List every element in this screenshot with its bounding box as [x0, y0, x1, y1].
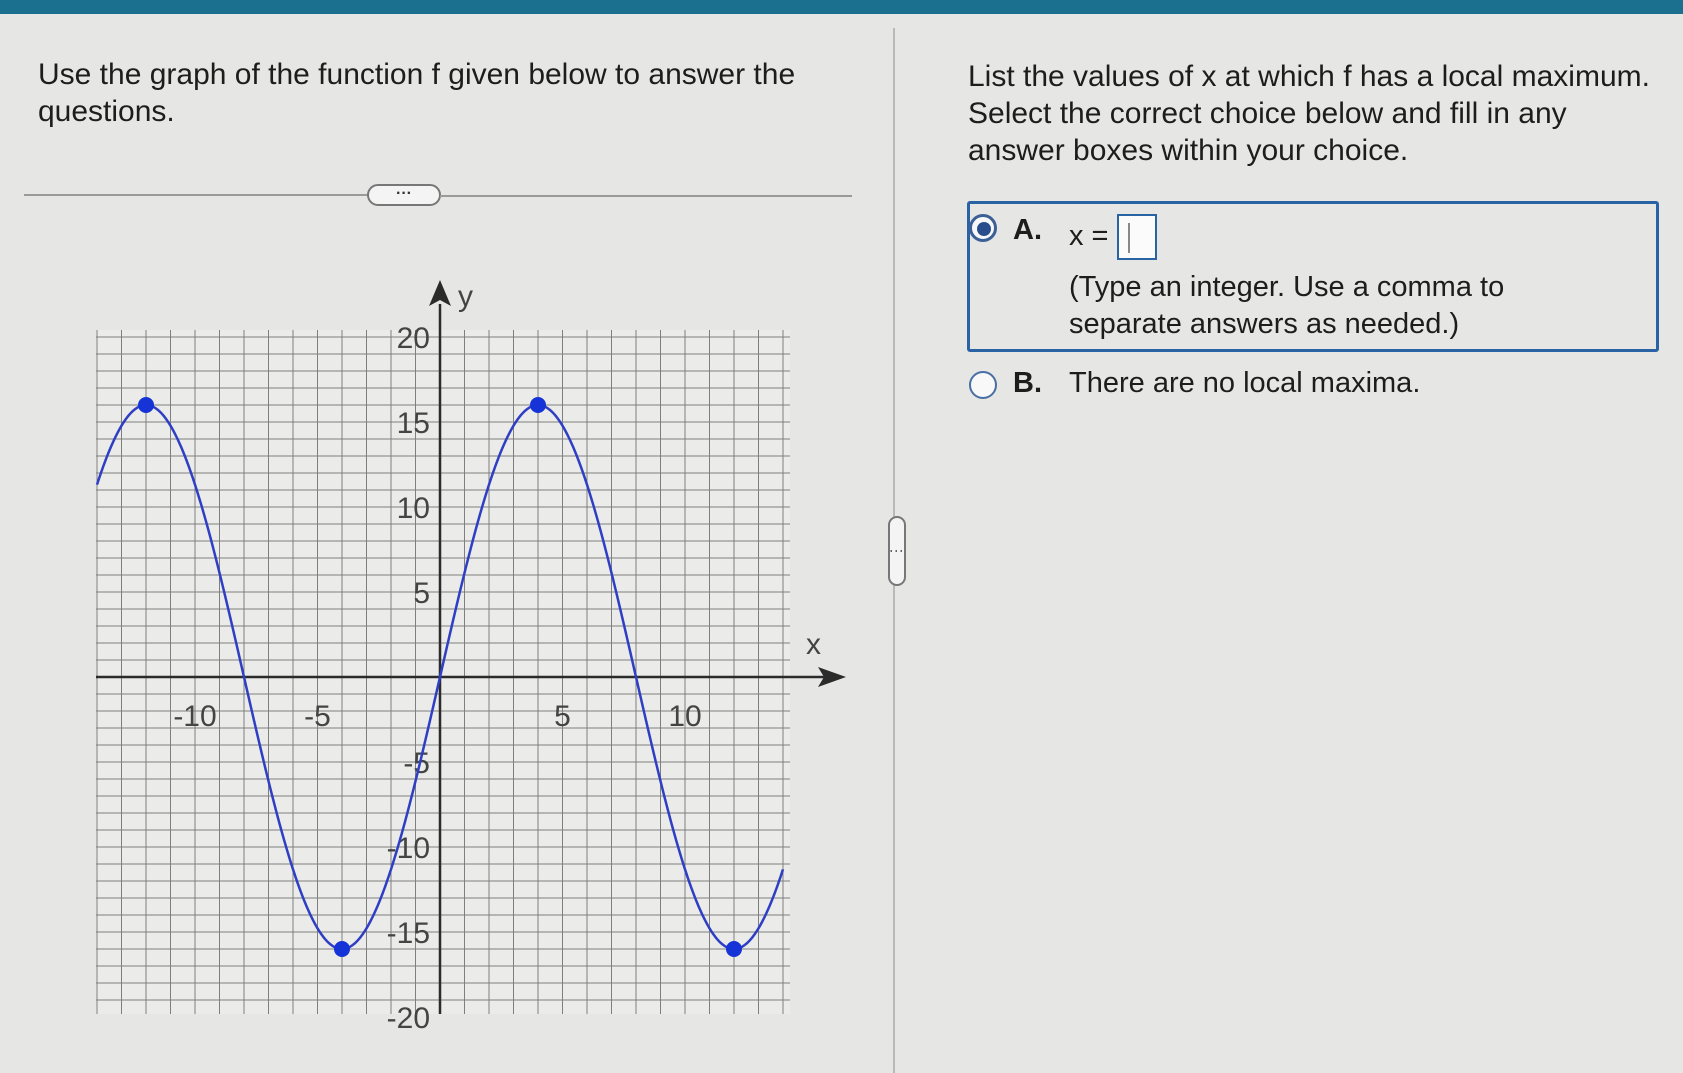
answer-input[interactable]	[1117, 214, 1157, 260]
pane-resize-handle[interactable]: ⋮	[888, 516, 906, 586]
grid-background	[96, 330, 790, 1014]
extremum-point	[138, 397, 154, 413]
choice-b-letter: B.	[1013, 367, 1042, 399]
choice-a-radio[interactable]	[969, 214, 997, 242]
choice-a-hint: (Type an integer. Use a comma to separate answers as needed.)	[1069, 271, 1505, 340]
top-bar	[0, 0, 1683, 14]
y-tick-label: 5	[413, 577, 430, 610]
function-graph	[0, 14, 893, 1073]
x-tick-label: 5	[554, 700, 571, 733]
extremum-point	[334, 941, 350, 957]
y-tick-label: -10	[386, 832, 430, 865]
expand-graph-button[interactable]: ···	[367, 184, 441, 206]
choice-b-text[interactable]: There are no local maxima.	[1069, 367, 1421, 399]
graph-grid	[96, 330, 790, 1014]
y-axis-arrow	[429, 280, 451, 306]
prompt-text: List the values of x at which f has a local maximum. Select the correct choice below and fill in any answer boxes within your choice.	[968, 60, 1650, 167]
y-tick-label: -20	[386, 1002, 430, 1035]
x-tick-label: -10	[173, 700, 217, 733]
x-axis-label: x	[806, 628, 821, 661]
y-tick-label: 20	[396, 322, 430, 355]
y-tick-label: -5	[403, 747, 430, 780]
y-axis-label: y	[458, 280, 473, 313]
question-text: Use the graph of the function f given below to answer the questions.	[38, 58, 796, 128]
x-tick-label: 10	[668, 700, 702, 733]
choice-b-radio[interactable]	[969, 371, 997, 399]
y-tick-label: -15	[386, 917, 430, 950]
extremum-point	[530, 397, 546, 413]
y-tick-label: 15	[396, 407, 430, 440]
choice-a-equation-label: x =	[1069, 220, 1109, 252]
y-tick-label: 10	[396, 492, 430, 525]
x-tick-label: -5	[304, 700, 331, 733]
extremum-point	[726, 941, 742, 957]
choice-a-letter: A.	[1013, 214, 1042, 246]
left-pane	[0, 14, 893, 1073]
right-pane	[897, 14, 1683, 1073]
